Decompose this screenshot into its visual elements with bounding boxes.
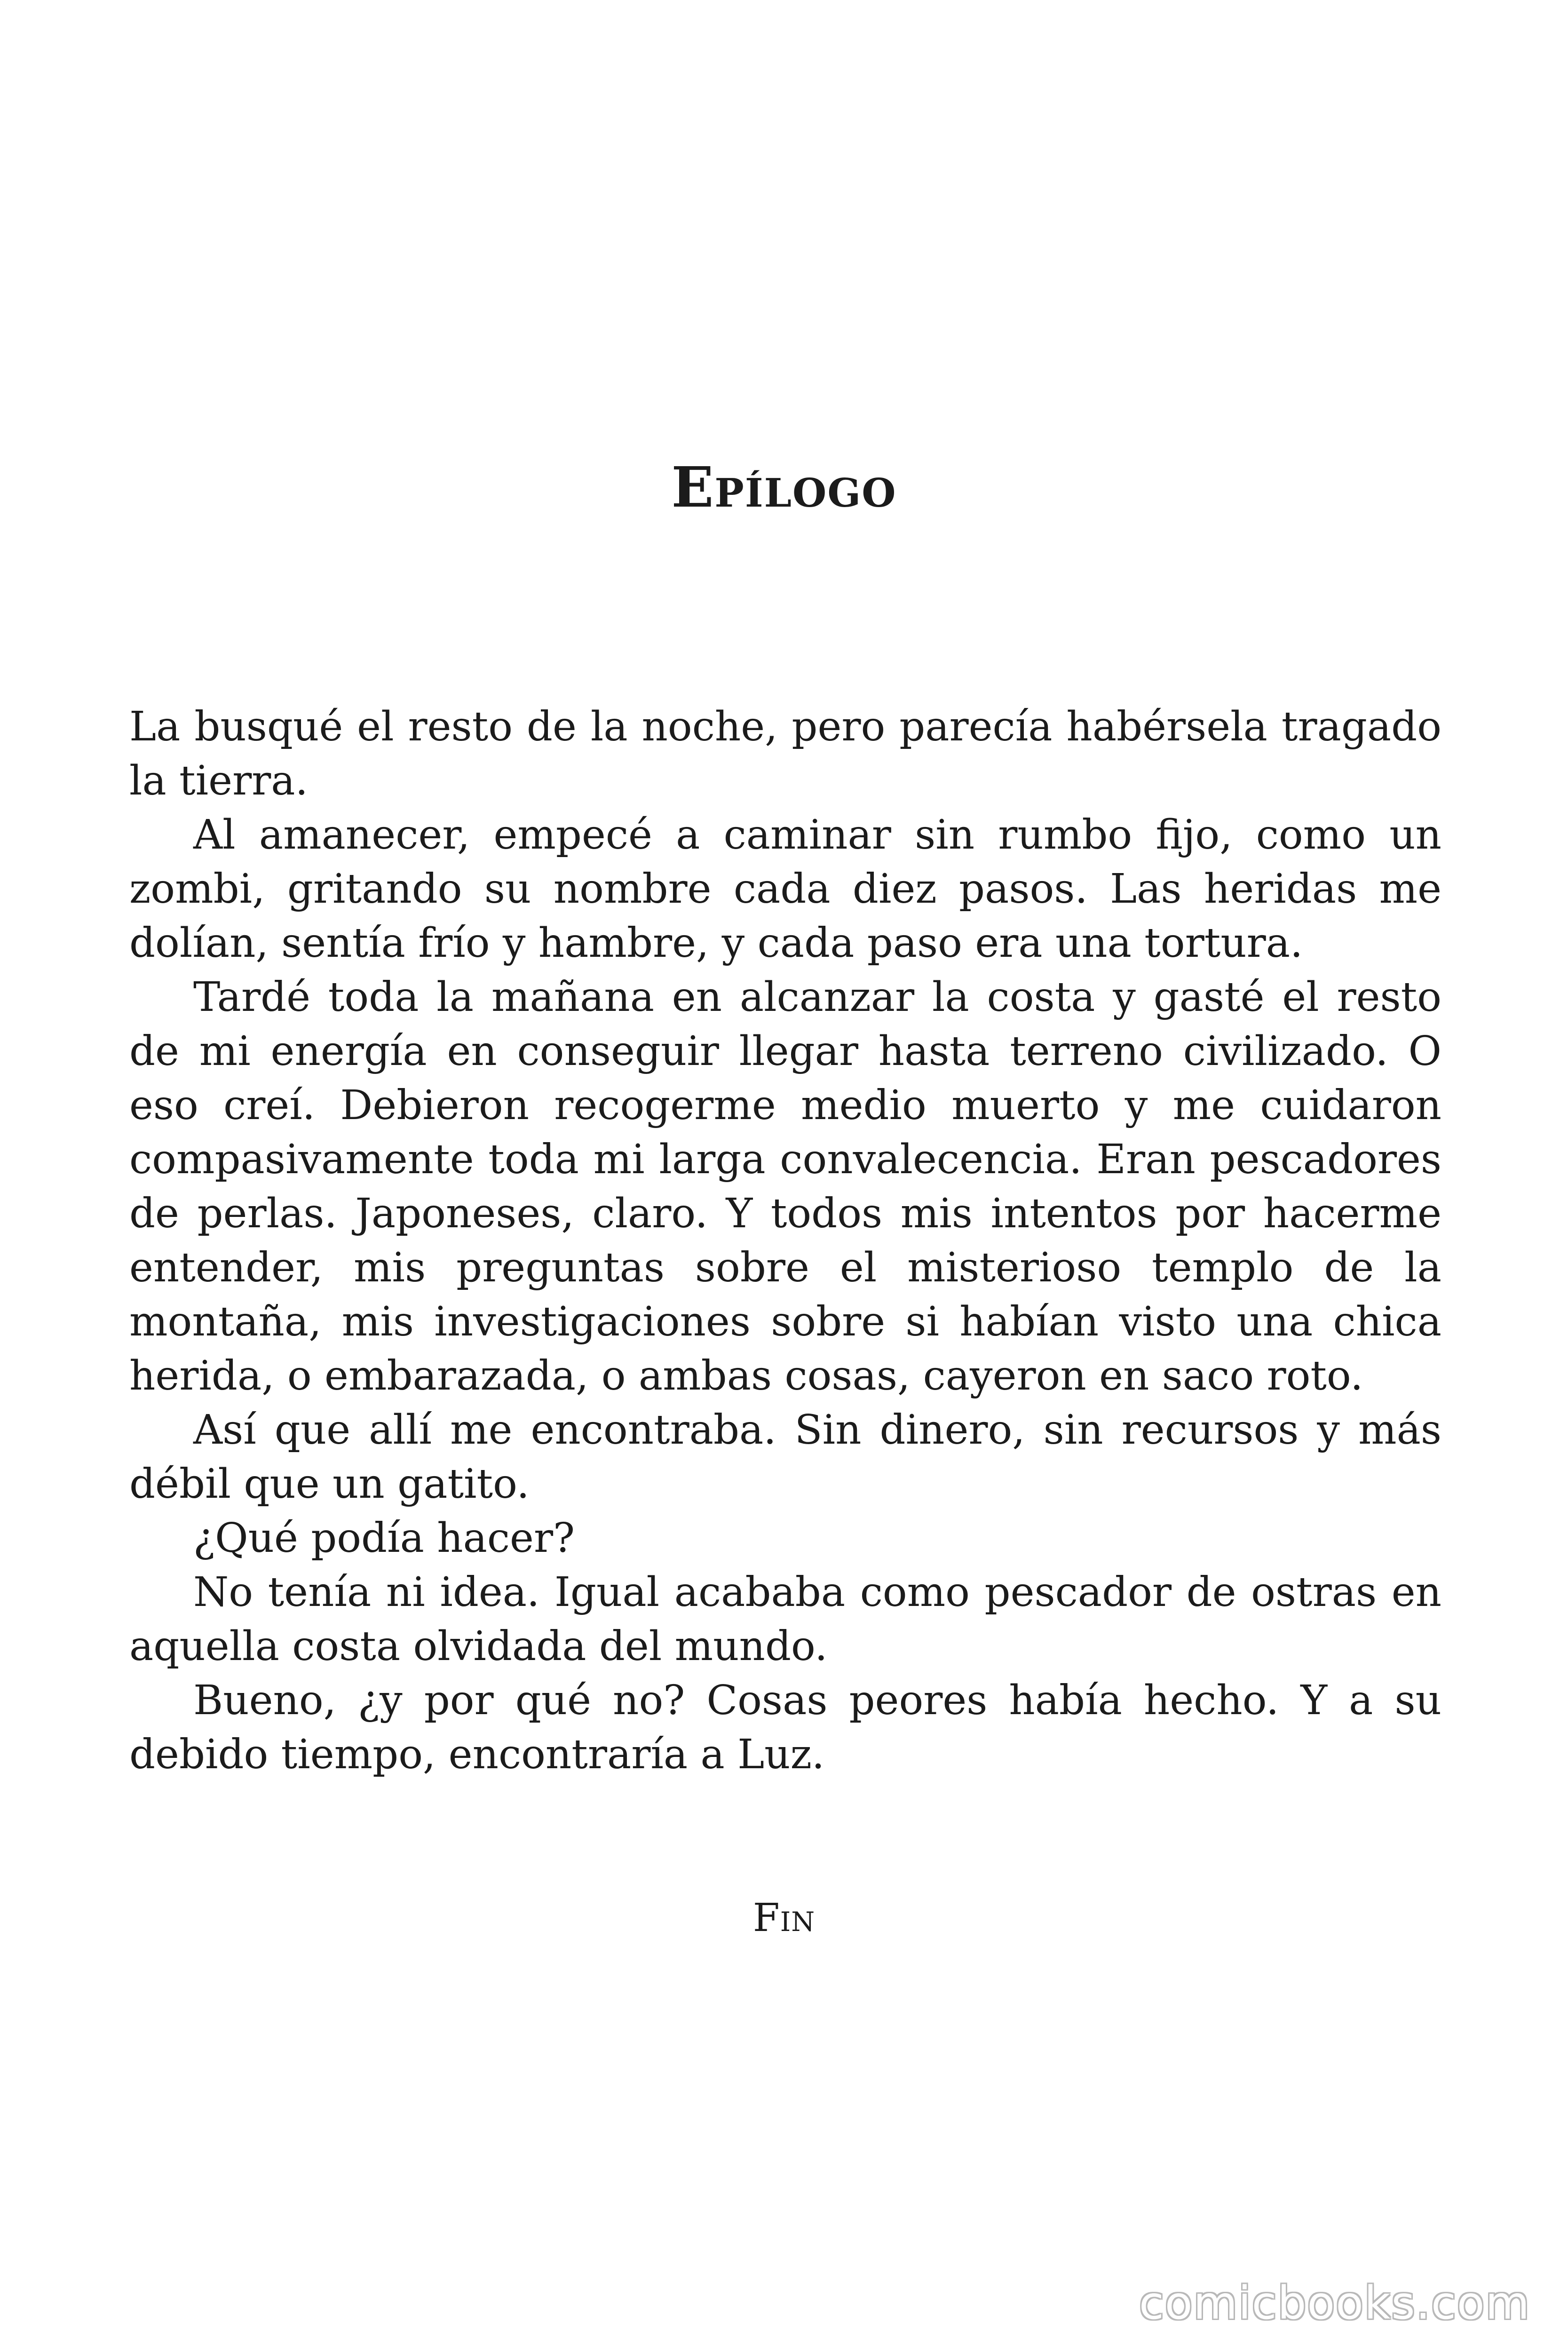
paragraph-4: Así que allí me encontraba. Sin dinero, sin recursos y más débil que un gatito. xyxy=(129,1406,1441,1508)
paragraph-7: Bueno, ¿y por qué no? Cosas peores había hecho. Y a su debido tiempo, encontraría a Luz. xyxy=(129,1677,1441,1778)
paragraph-2: Al amanecer, empecé a caminar sin rumbo fijo, como un zombi, gritando su nombre cada diez pasos. Las heridas me dolían, sentía frío y hambre, y cada paso era una tortura. xyxy=(129,811,1441,967)
paragraph-1: La busqué el resto de la noche, pero parecía habérsela tragado la tierra. xyxy=(129,703,1441,804)
paragraph-3: Tardé toda la mañana en alcanzar la costa y gasté el resto de mi energía en conseguir llegar hasta terreno civilizado. O eso creí. Debieron recogerme medio muerto y me cuidaron compasivamente toda mi larga convalecencia. Eran pescadores de perlas. Japoneses, claro. Y todos mis intentos por hacerme entender, mis preguntas sobre el misterioso templo de la montaña, mis investigaciones sobre si habían visto una chica herida, o embarazada, o ambas cosas, cayeron en saco roto. xyxy=(129,974,1441,1399)
end-mark: Fin xyxy=(752,1896,816,1940)
paragraph-6: No tenía ni idea. Igual acababa como pescador de ostras en aquella costa olvidada del mundo. xyxy=(129,1569,1441,1670)
watermark: comicbooks.com xyxy=(1139,2277,1530,2329)
chapter-title: Epílogo xyxy=(671,454,897,520)
paragraph-5: ¿Qué podía hacer? xyxy=(193,1515,575,1562)
chapter-body xyxy=(129,700,1441,1782)
